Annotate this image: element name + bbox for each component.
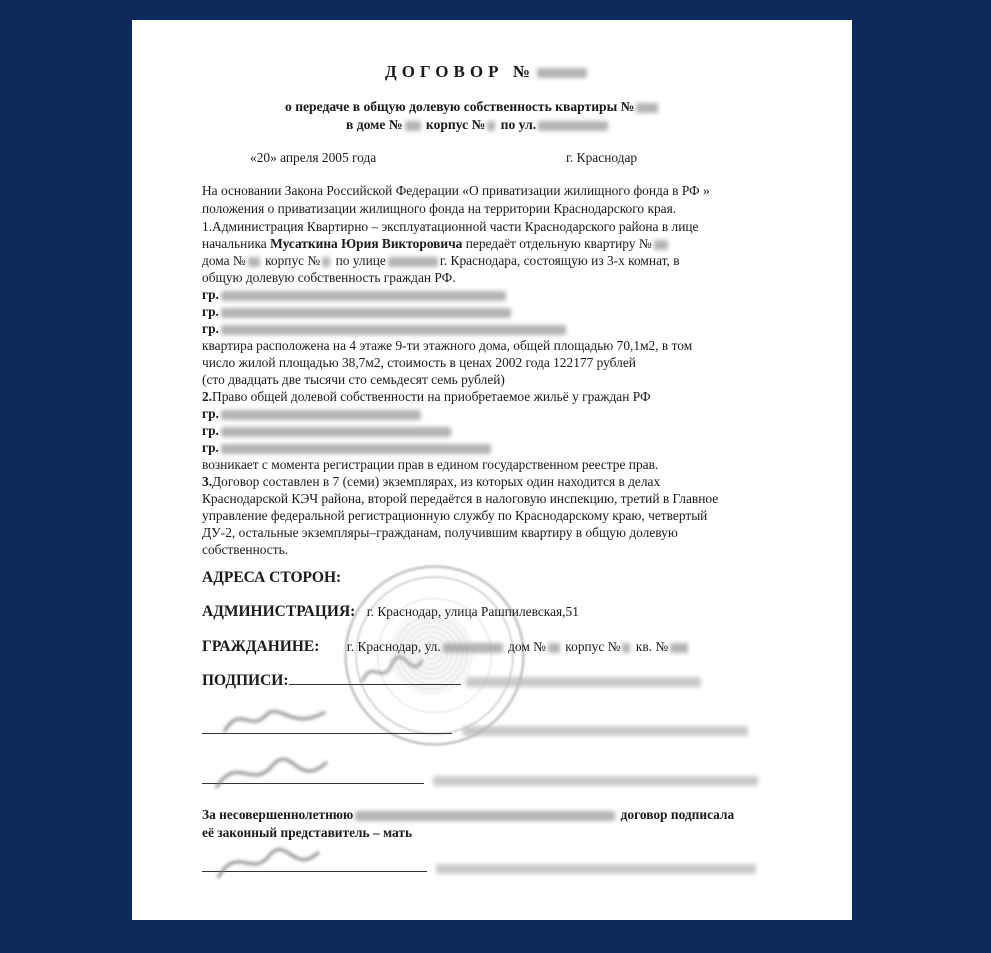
subtitle-1: о передаче в общую долевую собственность квартиры № xyxy=(285,99,635,114)
item-number: 2. xyxy=(202,389,213,404)
paragraph-line: возникает с момента регистрации прав в едином государственном реестре прав. xyxy=(202,457,659,472)
citizen-row xyxy=(202,406,423,422)
document-title xyxy=(385,64,589,80)
title-text: ДОГОВОР № xyxy=(385,62,535,81)
redacted-street xyxy=(538,121,608,131)
paragraph-line xyxy=(202,253,680,269)
text: корпус № xyxy=(565,639,621,654)
redacted-name xyxy=(221,444,491,454)
paragraph-line: Краснодарской КЭЧ района, второй передаётся в налоговую инспекцию, третий в Главное xyxy=(202,491,719,506)
item-number: 3. xyxy=(202,474,213,489)
citizen-row xyxy=(202,440,493,456)
redacted xyxy=(548,643,560,653)
text: дом № xyxy=(508,639,546,654)
paragraph-line: (сто двадцать две тысячи сто семьдесят семь рублей) xyxy=(202,372,505,387)
signature-scribble xyxy=(220,702,330,740)
redacted-name xyxy=(221,410,421,420)
paragraph-line: общую долевую собственность граждан РФ. xyxy=(202,270,456,285)
text: кв. № xyxy=(635,639,669,654)
redacted-name xyxy=(221,291,506,301)
paragraph-line: 1.Администрация Квартирно – эксплуатационной части Краснодарского района в лице xyxy=(202,219,699,234)
redacted xyxy=(670,643,688,653)
signature-scribble xyxy=(214,838,324,886)
redacted-name xyxy=(355,811,615,821)
citizen-address-row xyxy=(202,639,690,655)
gr-label: гр. xyxy=(202,423,219,438)
citizen-row xyxy=(202,287,508,303)
redacted xyxy=(248,257,260,267)
admin-label: АДМИНИСТРАЦИЯ: xyxy=(202,603,356,620)
gr-label: гр. xyxy=(202,287,219,302)
gr-label: гр. xyxy=(202,304,219,319)
text: Договор составлен в 7 (семи) экземплярах, из которых один находится в делах xyxy=(212,474,661,489)
text: по улице xyxy=(335,253,386,268)
text: договор подписала xyxy=(620,807,735,822)
redacted xyxy=(405,121,421,131)
subtitle-2c: по ул. xyxy=(500,117,537,132)
citizen-row xyxy=(202,423,453,439)
redacted-street xyxy=(388,257,438,267)
text: начальника xyxy=(202,236,267,251)
text: г. Краснодара, состоящую из 3-х комнат, в xyxy=(439,253,680,268)
citizen-row xyxy=(202,321,568,337)
redacted xyxy=(322,257,330,267)
redacted-name xyxy=(436,864,756,874)
text: Право общей долевой собственности на приобретаемое жильё у граждан РФ xyxy=(212,389,651,404)
redacted-street xyxy=(443,643,503,653)
minor-note-line-2: её законный представитель – мать xyxy=(202,825,413,840)
paragraph-line: управление федеральной регистрационную службу по Краснодарскому краю, четвертый xyxy=(202,508,708,523)
redacted-name xyxy=(466,677,701,687)
redacted xyxy=(622,643,630,653)
contract-date: «20» апреля 2005 года xyxy=(250,150,377,165)
paragraph-line: На основании Закона Российской Федерации «О приватизации жилищного фонда в РФ » xyxy=(202,183,710,198)
gr-label: гр. xyxy=(202,406,219,421)
signatures-label: ПОДПИСИ: xyxy=(202,672,289,689)
redacted xyxy=(654,240,668,250)
redacted-name xyxy=(221,308,511,318)
paragraph-line: ДУ-2, остальные экземпляры–гражданам, получившим квартиру в общую долевую xyxy=(202,525,678,540)
paragraph-line: число жилой площадью 38,7м2, стоимость в ценах 2002 года 122177 рублей xyxy=(202,355,636,370)
paragraph-line xyxy=(202,474,660,490)
subtitle-2a: в доме № xyxy=(346,117,403,132)
subtitle-line-1 xyxy=(285,99,660,115)
citizen-row xyxy=(202,304,513,320)
gr-label: гр. xyxy=(202,440,219,455)
admin-address: г. Краснодар, улица Рашпилевская,51 xyxy=(366,604,579,619)
subtitle-line-2 xyxy=(346,117,610,133)
redacted-flat xyxy=(636,103,658,113)
redacted-name xyxy=(221,427,451,437)
text: корпус № xyxy=(265,253,321,268)
gr-label: гр. xyxy=(202,321,219,336)
redacted-name xyxy=(221,325,566,335)
redacted-name xyxy=(463,726,748,736)
subtitle-2b: корпус № xyxy=(425,117,486,132)
redacted-name xyxy=(433,776,758,786)
paragraph-line xyxy=(202,389,651,405)
redacted-number xyxy=(537,68,587,78)
redacted xyxy=(487,121,495,131)
signatures-row xyxy=(202,673,703,689)
admin-address-row xyxy=(202,604,579,620)
text: За несовершеннолетнюю xyxy=(202,807,354,822)
chief-name: Мусаткина Юрия Викторовича xyxy=(270,236,463,251)
contract-city: г. Краснодар xyxy=(566,150,638,165)
minor-note-line-1 xyxy=(202,807,734,823)
paragraph-line xyxy=(202,236,670,252)
document-page xyxy=(132,20,852,920)
signature-scribble xyxy=(212,750,332,798)
text: передаёт отдельную квартиру № xyxy=(465,236,652,251)
paragraph-line: квартира расположена на 4 этаже 9-ти этажного дома, общей площадью 70,1м2, в том xyxy=(202,338,693,353)
paragraph-line: положения о приватизации жилищного фонда на территории Краснодарского края. xyxy=(202,201,677,216)
citizen-label: ГРАЖДАНИНЕ: xyxy=(202,638,320,655)
addresses-header: АДРЕСА СТОРОН: xyxy=(202,569,342,586)
text: г. Краснодар, ул. xyxy=(346,639,441,654)
paragraph-line: собственность. xyxy=(202,542,289,557)
signature-scribble xyxy=(357,652,427,692)
text: дома № xyxy=(202,253,246,268)
